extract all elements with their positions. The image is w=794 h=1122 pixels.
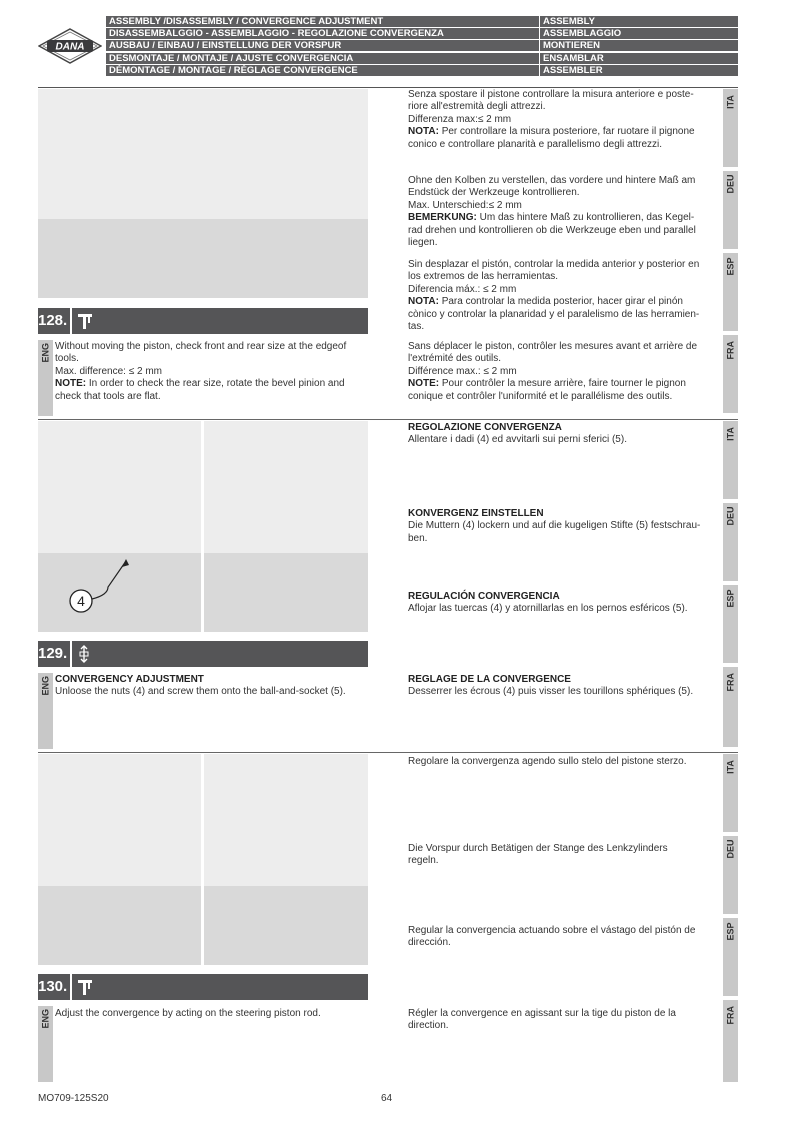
step128-text-deu: Ohne den Kolben zu verstellen, das vordere und hintere Maß am Endstück der Werkzeuge kontrollieren. Max. Unterschied:≤ 2 mm BEMERKUNG: Um das hintere Maß zu kontrollieren, das Kegel- rad drehen und kontrollieren ob die Werkzeuge eben und parallel liegen. [408, 175, 696, 249]
step130-photo-d [204, 886, 368, 965]
lang-tab-esp-129: ESP [723, 585, 738, 663]
step129-photo-b [204, 421, 368, 553]
step128-photo-bottom [38, 219, 368, 298]
tool-icon [76, 978, 96, 996]
lang-tab-ita-129: ITA [723, 421, 738, 499]
step129-text-ita: REGOLAZIONE CONVERGENZA Allentare i dadi (4) ed avvitarli sui perni sferici (5). [408, 422, 627, 446]
header-section-fra: ASSEMBLER [540, 65, 738, 76]
step130-text-deu: Die Vorspur durch Betätigen der Stange des Lenkzylinders regeln. [408, 843, 668, 867]
section-divider-129 [38, 752, 738, 753]
step130-text-eng: Adjust the convergence by acting on the steering piston rod. [55, 1008, 321, 1019]
step129-number: 129. [38, 641, 69, 667]
header-section-eng: ASSEMBLY [540, 16, 738, 27]
step128-text-eng: Without moving the piston, check front and rear size at the edgeof tools. Max. difference: ≤ 2 mm NOTE: In order to check the rear size, rotate the bevel pinion and check that tools are flat. [55, 341, 347, 402]
lang-tab-fra-129: FRA [723, 667, 738, 747]
callout-arrow [60, 555, 140, 617]
lang-tab-eng: ENG [38, 340, 53, 416]
lang-tab-fra: FRA [723, 335, 738, 413]
lang-tab-fra-130: FRA [723, 1000, 738, 1082]
lang-tab-deu-129: DEU [723, 503, 738, 581]
step130-text-esp: Regular la convergencia actuando sobre el vástago del pistón de dirección. [408, 925, 696, 949]
header-title-fra: DÉMONTAGE / MONTAGE / RÉGLAGE CONVERGENCE [106, 65, 539, 76]
lang-tab-eng-130: ENG [38, 1006, 53, 1082]
doc-code: MO709-125S20 [38, 1093, 109, 1104]
callout-number: 4 [77, 593, 85, 609]
header-title-ita: DISASSEMBALGGIO - ASSEMBLAGGIO - REGOLAZIONE CONVERGENZA [106, 28, 539, 39]
step129-text-esp: REGULACIÓN CONVERGENCIA Aflojar las tuercas (4) y atornillarlas en los pernos esféricos (5). [408, 591, 688, 615]
step130-text-ita: Regolare la convergenza agendo sullo stelo del pistone sterzo. [408, 756, 687, 767]
lang-tab-esp-130: ESP [723, 918, 738, 996]
step129-text-eng: CONVERGENCY ADJUSTMENT Unloose the nuts (4) and screw them onto the ball-and-socket (5). [55, 674, 346, 698]
header-section-ita: ASSEMBLAGGIO [540, 28, 738, 39]
step130-text-fra: Régler la convergence en agissant sur la tige du piston de la direction. [408, 1008, 676, 1032]
lang-tab-esp: ESP [723, 253, 738, 331]
lang-tab-deu: DEU [723, 171, 738, 249]
step130-photo-b [204, 754, 368, 886]
section-divider-128 [38, 419, 738, 420]
lang-tab-ita-130: ITA [723, 754, 738, 832]
brand-name: DANA [55, 41, 85, 53]
step128-text-esp: Sin desplazar el pistón, controlar la medida anterior y posterior en los extremos de las herramientas. Diferencia máx.: ≤ 2 mm NOTA: Para controlar la medida posterior, hacer girar el pinón cònico y controlar la planaridad y el paralelismo de las herramien- tas. [408, 259, 700, 333]
adjust-arrows-icon [76, 645, 96, 663]
step128-number: 128. [38, 308, 69, 334]
step130-bar [38, 974, 368, 1000]
tool-icon [76, 312, 96, 330]
header-title-deu: AUSBAU / EINBAU / EINSTELLUNG DER VORSPUR [106, 40, 539, 51]
step129-bar [38, 641, 368, 667]
header-title-esp: DESMONTAJE / MONTAJE / AJUSTE CONVERGENCIA [106, 53, 539, 64]
header-section-esp: ENSAMBLAR [540, 53, 738, 64]
step129-text-deu: KONVERGENZ EINSTELLEN Die Muttern (4) lockern und auf die kugeligen Stifte (5) festschrau- ben. [408, 508, 701, 544]
step129-photo-a [38, 421, 201, 553]
step128-text-ita: Senza spostare il pistone controllare la misura anteriore e poste- riore all'estremità degli attrezzi. Differenza max:≤ 2 mm NOTA: Per controllare la misura posteriore, far ruotare il pignone conico e controllare planarità e parallelismo degli attrezzi. [408, 89, 695, 150]
step129-text-fra: REGLAGE DE LA CONVERGENCE Desserrer les écrous (4) puis visser les tourillons sphériques (5). [408, 674, 694, 698]
step130-number: 130. [38, 974, 69, 1000]
header-divider [38, 87, 738, 88]
dana-logo [38, 28, 102, 64]
step130-photo-c [38, 886, 201, 965]
step130-photo-a [38, 754, 201, 886]
step129-photo-d [204, 553, 368, 632]
header-section-deu: MONTIEREN [540, 40, 738, 51]
step128-photo-top [38, 89, 368, 219]
lang-tab-ita: ITA [723, 89, 738, 167]
step128-text-fra: Sans déplacer le piston, contrôler les mesures avant et arrière de l'extrémité des outils. Différence max.: ≤ 2 mm NOTE: Pour contrôler la mesure arrière, faire tourner le pignon conique et contrôler l'uniformité et le parallélisme des outils. [408, 341, 698, 402]
header-title-eng: ASSEMBLY /DISASSEMBLY / CONVERGENCE ADJUSTMENT [106, 16, 539, 27]
page-number: 64 [381, 1093, 393, 1104]
step128-bar [38, 308, 368, 334]
lang-tab-deu-130: DEU [723, 836, 738, 914]
lang-tab-eng-129: ENG [38, 673, 53, 749]
